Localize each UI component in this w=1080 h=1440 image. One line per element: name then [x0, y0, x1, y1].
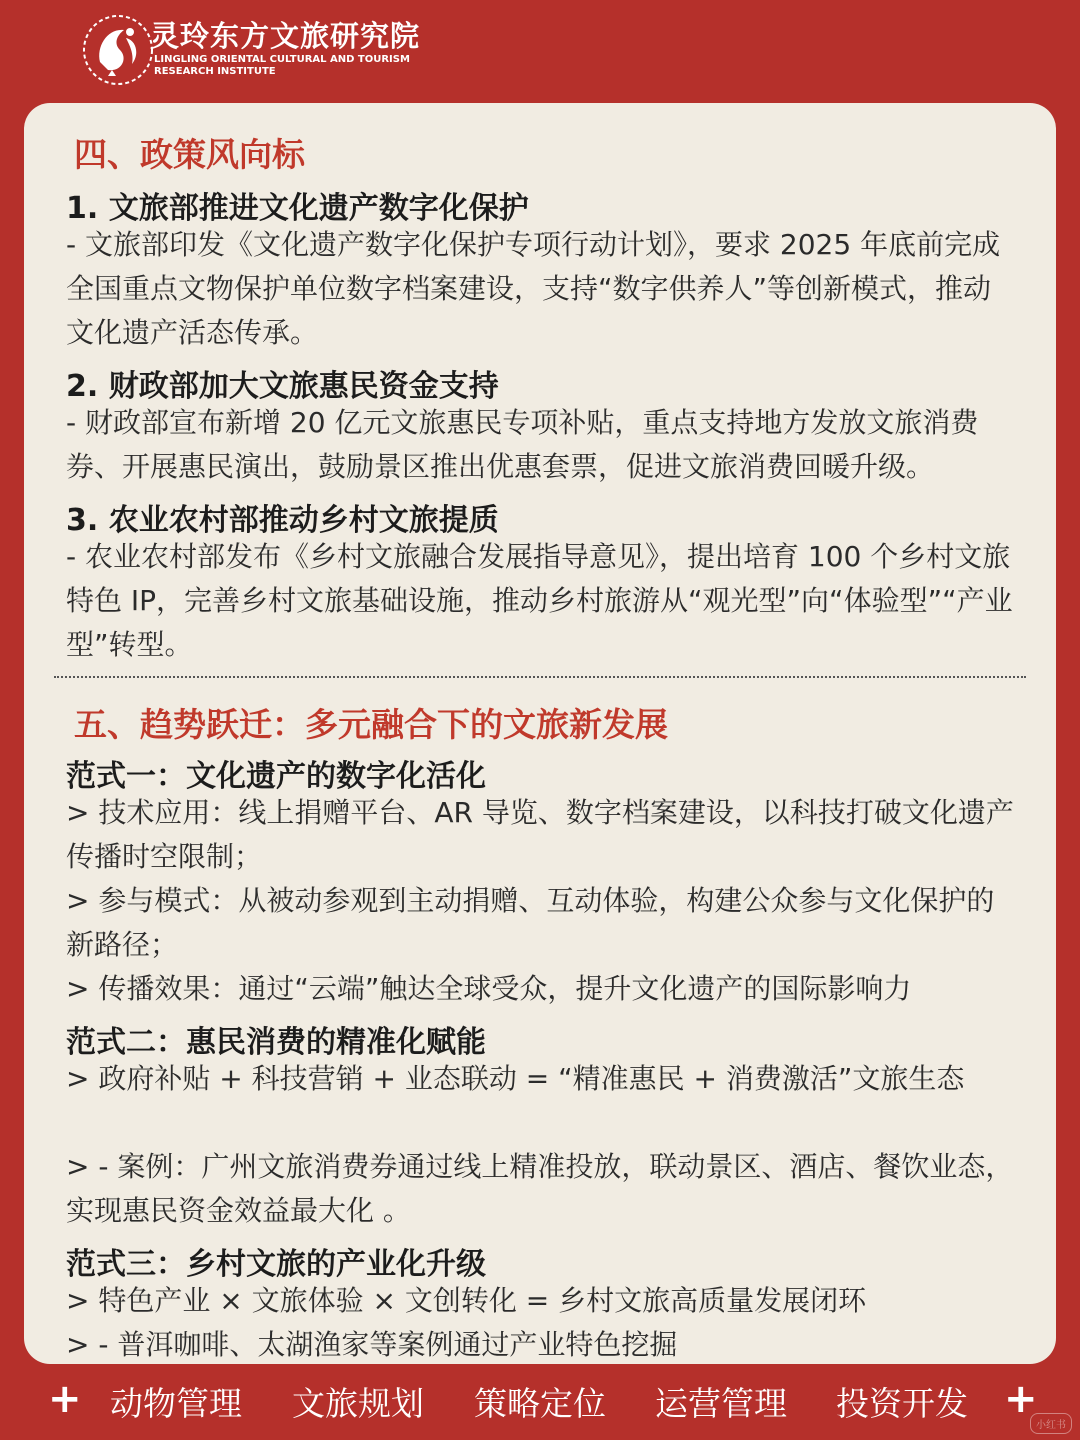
nav-item-investment-development[interactable]: 投资开发 [836, 1384, 968, 1423]
paradigm-line: > 参与模式：从被动参观到主动捐赠、互动体验，构建公众参与文化保护的新路径； [66, 884, 995, 961]
nav-item-strategy-positioning[interactable]: 策略定位 [474, 1384, 606, 1423]
paradigm-line: > - 案例：广州文旅消费券通过线上精准投放，联动景区、酒店、餐饮业态，实现惠民资金效益最大化 。 [66, 1150, 1014, 1227]
nav-item-tourism-planning[interactable]: 文旅规划 [292, 1384, 424, 1423]
paradigm-line: > 特色产业 × 文旅体验 × 文创转化 = 乡村文旅高质量发展闭环 [66, 1284, 867, 1317]
platform-watermark: 小红书 [1030, 1413, 1072, 1434]
paradigm-line: > 传播效果：通过“云端”触达全球受众，提升文化遗产的国际影响力 [66, 972, 912, 1005]
nav-item-animal-management[interactable]: 动物管理 [110, 1384, 242, 1423]
policy-item-title: 1. 文旅部推进文化遗产数字化保护 [66, 191, 529, 226]
paradigm-line: > 政府补贴 + 科技营销 + 业态联动 = “精准惠民 + 消费激活”文旅生态 [66, 1062, 965, 1095]
paradigm-title: 范式一：文化遗产的数字化活化 [66, 759, 486, 794]
plus-icon: + [1004, 1376, 1038, 1422]
org-name-cn: 灵玲东方文旅研究院 [150, 19, 421, 53]
policy-item-title: 2. 财政部加大文旅惠民资金支持 [66, 369, 499, 404]
policy-item-title: 3. 农业农村部推动乡村文旅提质 [66, 503, 499, 538]
policy-item-body: - 财政部宣布新增 20 亿元文旅惠民专项补贴，重点支持地方发放文旅消费券、开展惠民演出，鼓励景区推出优惠套票，促进文旅消费回暖升级。 [66, 406, 979, 483]
nav-item-operations-management[interactable]: 运营管理 [655, 1384, 787, 1423]
paradigm-title: 范式三：乡村文旅的产业化升级 [66, 1247, 486, 1282]
header [60, 6, 560, 92]
plus-icon: + [48, 1376, 82, 1422]
paradigm-line: > - 普洱咖啡、太湖渔家等案例通过产业特色挖掘 [66, 1328, 678, 1361]
paradigm-title: 范式二：惠民消费的精准化赋能 [66, 1025, 486, 1060]
section-divider [54, 676, 1026, 678]
org-name-en-line2: RESEARCH INSTITUTE [154, 66, 276, 77]
institute-logo [78, 10, 158, 90]
policy-item-body: - 文旅部印发《文化遗产数字化保护专项行动计划》，要求 2025 年底前完成全国重点文物保护单位数字档案建设，支持“数字供养人”等创新模式，推动文化遗产活态传承。 [66, 228, 1001, 349]
paradigm-line: > 技术应用：线上捐赠平台、AR 导览、数字档案建设，以科技打破文化遗产传播时空限制； [66, 796, 1014, 873]
section-title-policy: 四、政策风向标 [74, 135, 305, 174]
bottom-category-bar [0, 1364, 1080, 1440]
content-card [24, 103, 1056, 1364]
org-name-en [154, 54, 474, 78]
org-name-en-line1: LINGLING ORIENTAL CULTURAL AND TOURISM [154, 54, 410, 65]
policy-item-body: - 农业农村部发布《乡村文旅融合发展指导意见》，提出培育 100 个乡村文旅特色 IP，完善乡村文旅基础设施，推动乡村旅游从“观光型”向“体验型”“产业型”转型。 [66, 540, 1013, 661]
section-title-trends: 五、趋势跃迁：多元融合下的文旅新发展 [74, 705, 668, 744]
